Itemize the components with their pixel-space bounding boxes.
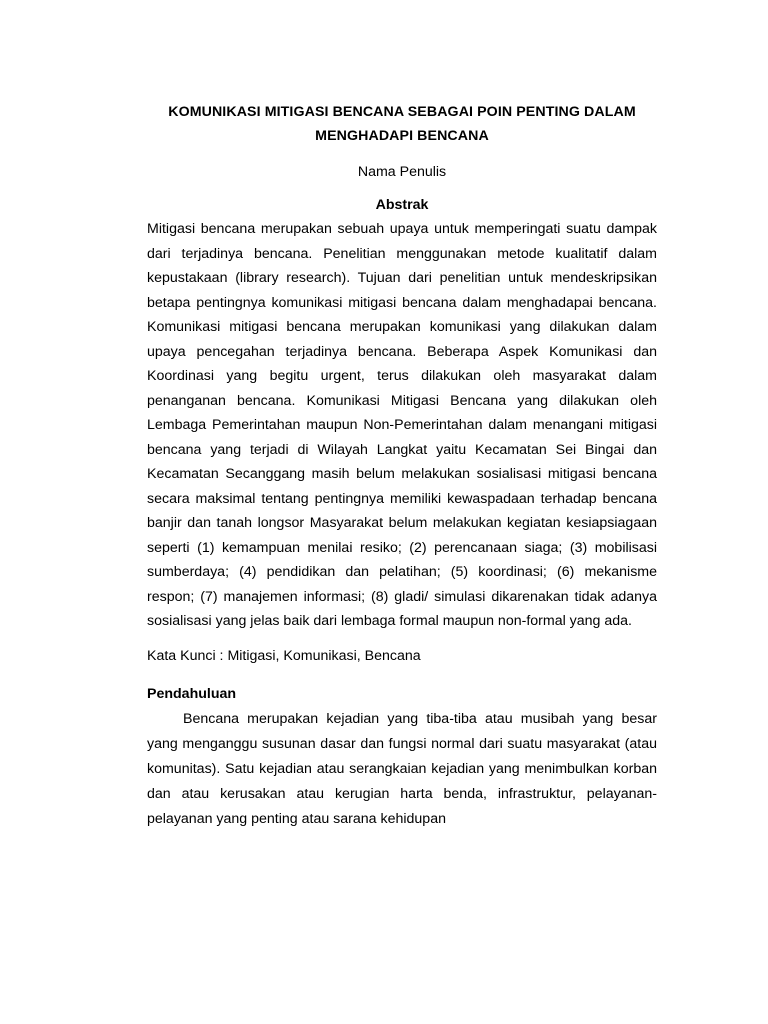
section-heading-pendahuluan: Pendahuluan — [147, 685, 237, 702]
section-text-pendahuluan: Bencana merupakan kejadian yang tiba-tiba atau musibah yang besar yang menganggu susunan dasar dan fungsi normal dari suatu masyarakat (atau komunitas). Satu kejadian atau serangkaian kejadian yang menimbulkan korban dan atau kerusakan atau kerugian harta benda, infrastruktur, pelayanan-pelayanan yang penting atau sarana kehidupan — [147, 710, 657, 827]
document-title — [147, 100, 657, 148]
abstract-text: Mitigasi bencana merupakan sebuah upaya untuk memperingati suatu dampak dari terjadinya bencana. Penelitian menggunakan metode kualitatif dalam kepustakaan (library research). Tujuan dari penelitian untuk mendeskripsikan betapa pentingnya komunikasi mitigasi bencana dalam menghadapai bencana. Komunikasi mitigasi bencana merupakan komunikasi yang dilakukan dalam upaya pencegahan terjadinya bencana. Beberapa Aspek Komunikasi dan Koordinasi yang begitu urgent, terus dilakukan oleh masyarakat dalam penanganan bencana. Komunikasi Mitigasi Bencana yang dilakukan oleh Lembaga Pemerintahan maupun Non-Pemerintahan dalam menangani mitigasi bencana yang terjadi di Wilayah Langkat yaitu Kecamatan Sei Bingai dan Kecamatan Secanggang masih belum melakukan sosialisasi mitigasi bencana secara maksimal tentang pentingnya memiliki kewaspadaan terhadap bencana banjir dan tanah longsor Masyarakat belum melakukan kegiatan kesiapsiagaan seperti (1) kemampuan menilai resiko; (2) perencanaan siaga; (3) mobilisasi sumberdaya; (4) pendidikan dan pelatihan; (5) koordinasi; (6) mekanisme respon; (7) manajemen informasi; (8) gladi/ simulasi dikarenakan tidak adanya sosialisasi yang jelas baik dari lembaga formal maupun non-formal yang ada. — [147, 221, 657, 629]
abstract-heading: Abstrak — [375, 197, 429, 213]
document-title-line-2: MENGHADAPI BENCANA — [315, 128, 489, 144]
keywords: Kata Kunci : Mitigasi, Komunikasi, Bencana — [147, 647, 421, 664]
author-name: Nama Penulis — [357, 164, 447, 180]
document-title-line-1: KOMUNIKASI MITIGASI BENCANA SEBAGAI POIN PENTING DALAM — [168, 104, 636, 120]
document-content — [147, 100, 657, 832]
